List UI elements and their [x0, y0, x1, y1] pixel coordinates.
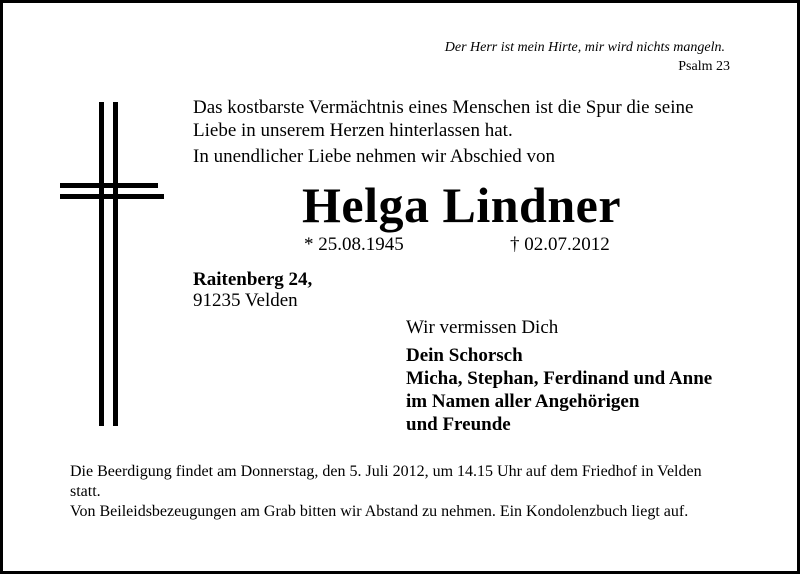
mourner-line-2: Micha, Stephan, Ferdinand und Anne: [406, 368, 713, 389]
mourners-intro: Wir vermissen Dich: [406, 317, 559, 338]
address-street: Raitenberg 24,: [193, 269, 313, 290]
condolence-info: Von Beileidsbezeugungen am Grab bitten wir Abstand zu nehmen. Ein Kondolenzbuch liegt auf.: [70, 503, 689, 520]
intro-line-1: Das kostbarste Vermächtnis eines Menschen ist die Spur die seine: [193, 97, 694, 118]
motto-source: Psalm 23: [678, 59, 730, 74]
mourner-line-4: und Freunde: [406, 414, 511, 435]
intro-line-3: In unendlicher Liebe nehmen wir Abschied von: [193, 146, 555, 167]
address-city: 91235 Velden: [193, 290, 298, 311]
mourner-line-1: Dein Schorsch: [406, 345, 523, 366]
intro-line-2: Liebe in unserem Herzen hinterlassen hat.: [193, 120, 513, 141]
birth-date: * 25.08.1945: [304, 234, 404, 255]
mourner-line-3: im Namen aller Angehörigen: [406, 391, 640, 412]
motto-quote: Der Herr ist mein Hirte, mir wird nichts mangeln.: [444, 40, 725, 55]
deceased-name: Helga Lindner: [302, 177, 622, 233]
death-date: † 02.07.2012: [510, 234, 610, 255]
funeral-info: Die Beerdigung findet am Donnerstag, den 5. Juli 2012, um 14.15 Uhr auf dem Friedhof in Velden statt.: [70, 463, 702, 500]
